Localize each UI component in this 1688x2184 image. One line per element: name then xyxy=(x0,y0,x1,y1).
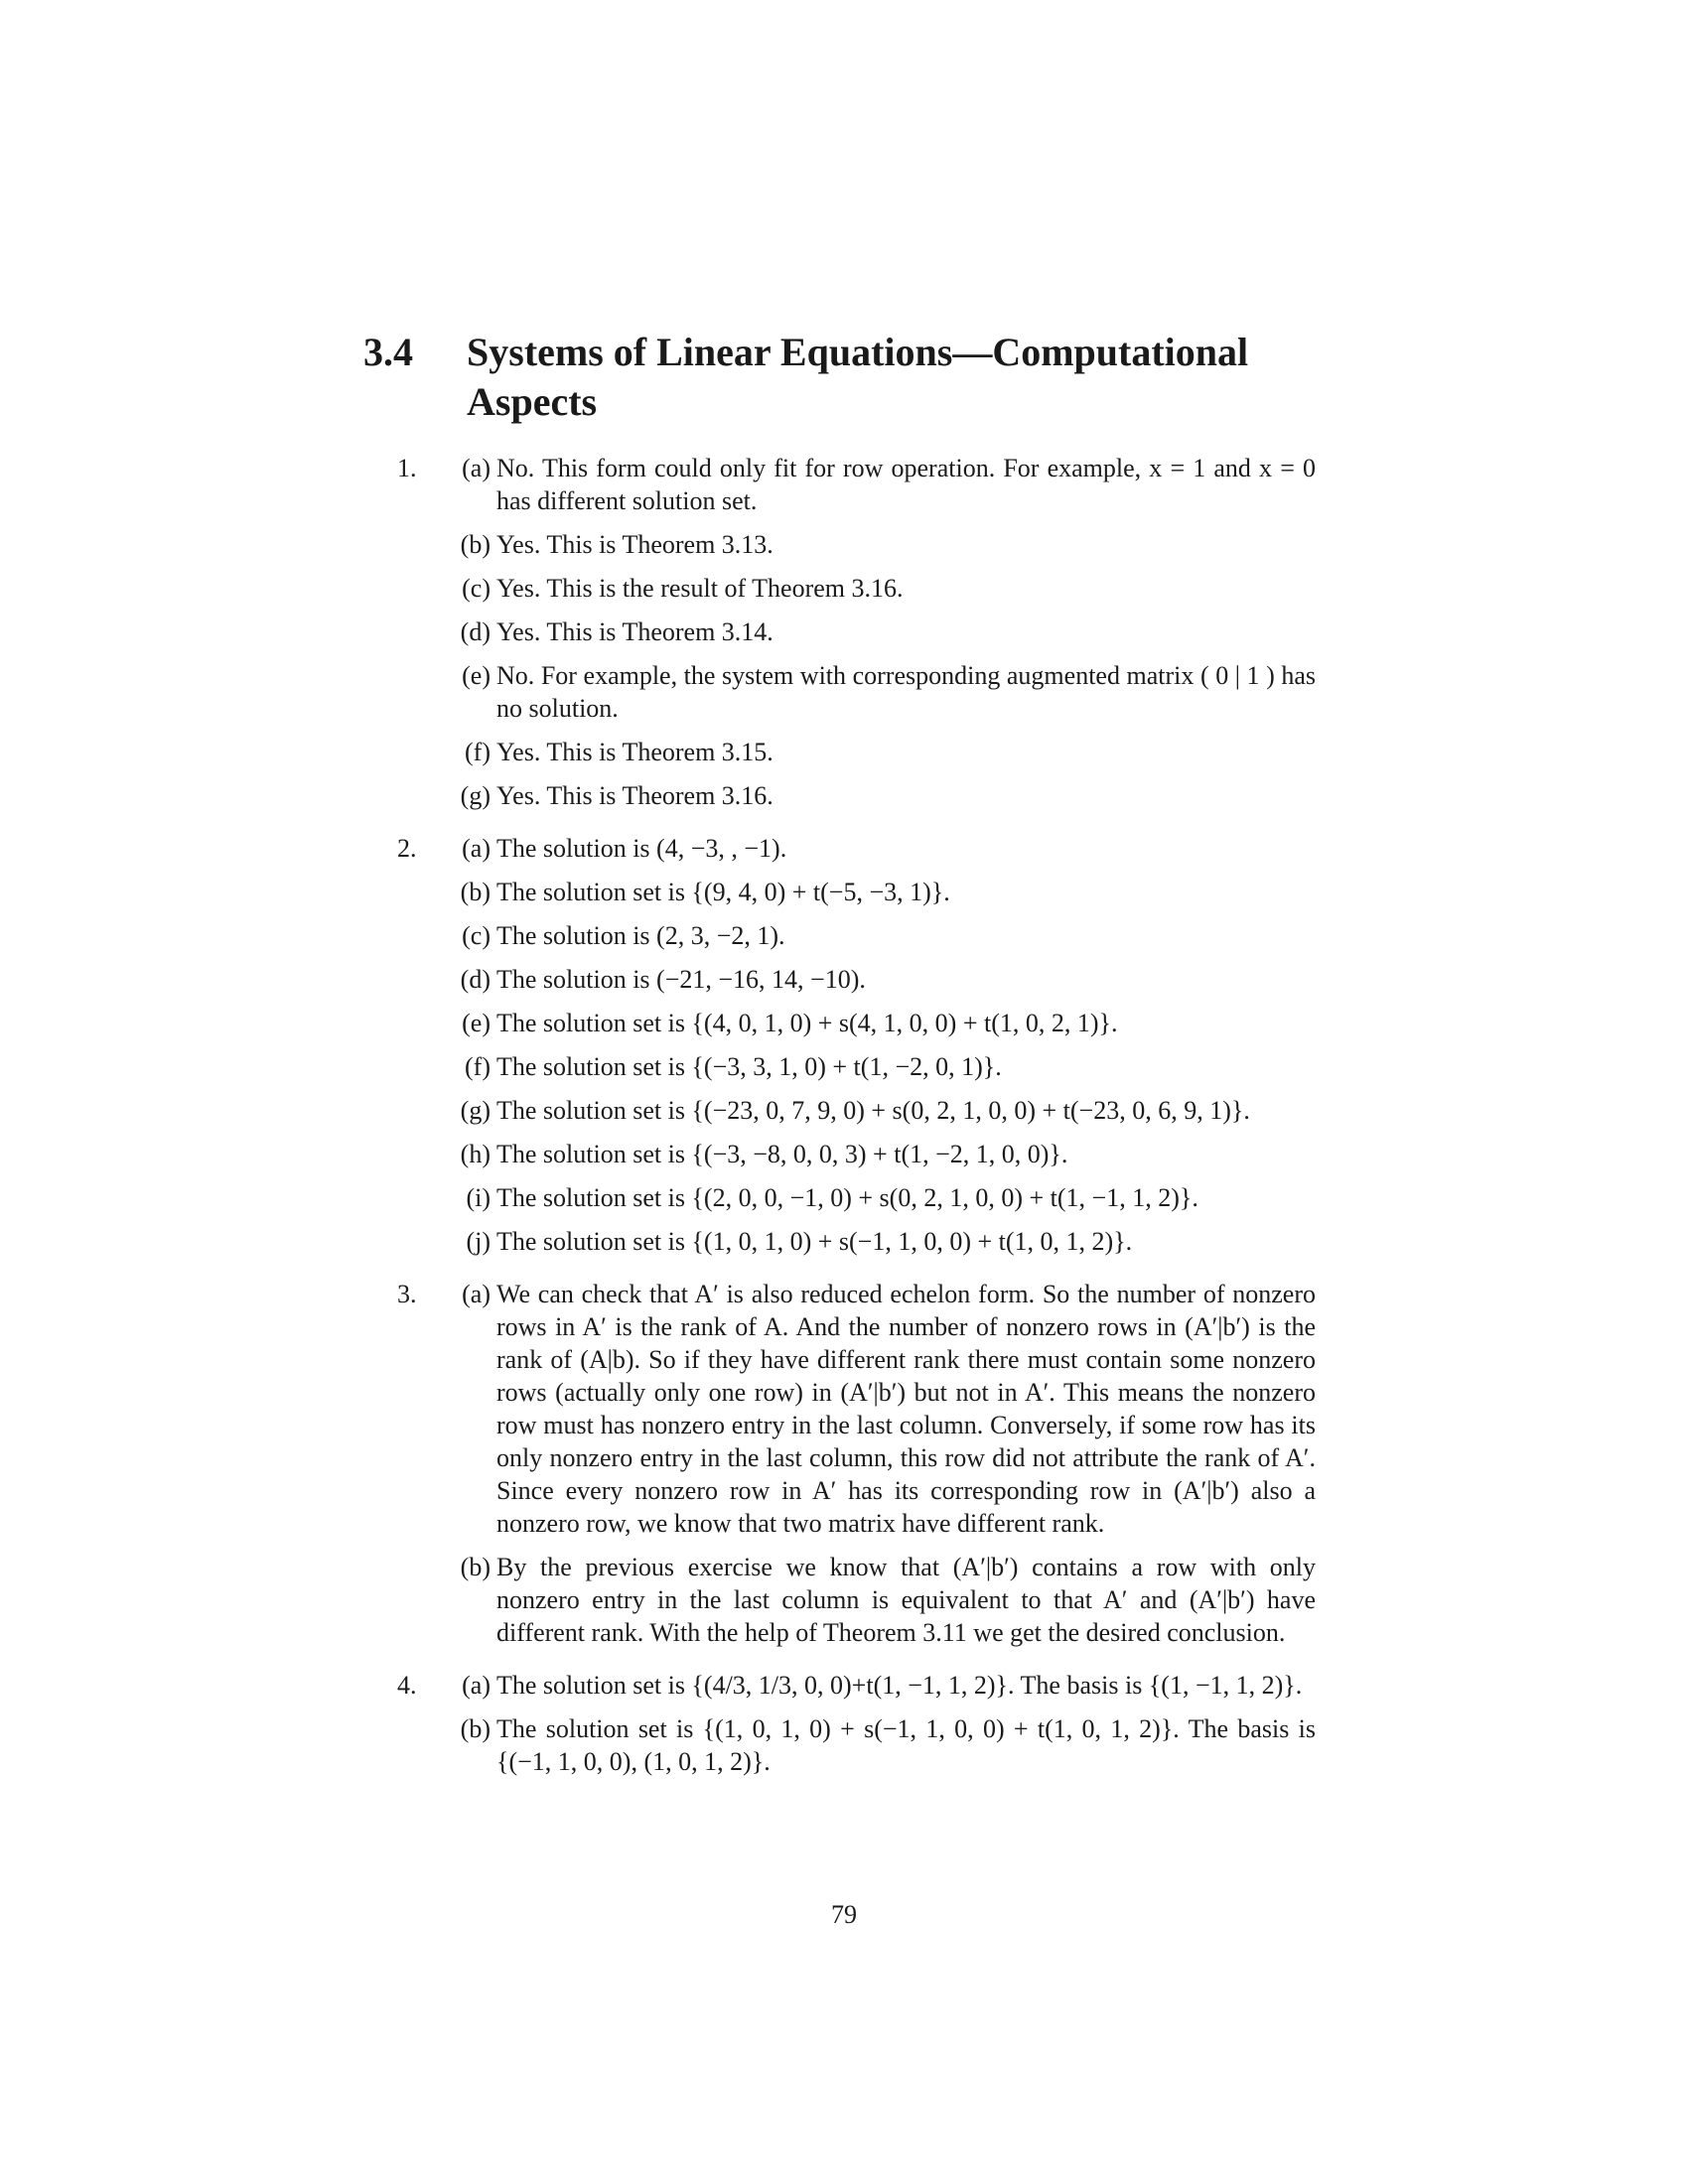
page-number: 79 xyxy=(831,1900,857,1929)
part-label: (e) xyxy=(462,1009,491,1037)
part-text: We can check that A′ is also reduced echelon form. So the number of nonzero rows in A′ is the rank of A. And the number of nonzero rows in (A′|b′) is the rank of (A|b). So if they have different rank there must contain some nonzero rows (actually only one row) in (A′|b′) but not in A′. This means the nonzero row must has nonzero entry in the last column. Conversely, if some row has its only nonzero entry in the last column, this row did not attribute the rank of A′. Since every nonzero row in A′ has its corresponding row in (A′|b′) also a nonzero row, we know that two matrix have different rank. xyxy=(496,1280,1316,1538)
part-label: (i) xyxy=(466,1183,491,1212)
problem-part xyxy=(447,779,1316,812)
part-label: (a) xyxy=(462,1280,491,1308)
problem-part xyxy=(447,1551,1316,1649)
part-label: (g) xyxy=(460,781,491,810)
problem-3 xyxy=(397,1278,1316,1649)
problem-part xyxy=(447,572,1316,605)
part-text: Yes. This is Theorem 3.13. xyxy=(496,530,774,559)
part-label: (j) xyxy=(466,1227,491,1256)
part-label: (e) xyxy=(462,661,491,690)
problem-part xyxy=(447,1278,1316,1540)
part-text: The solution set is {(4, 0, 1, 0) + s(4, 1, 0, 0) + t(1, 0, 2, 1)}. xyxy=(496,1009,1118,1037)
part-text: The solution is (4, −3, , −1). xyxy=(496,834,787,863)
problem-part xyxy=(447,736,1316,768)
problem-part xyxy=(447,1050,1316,1083)
problem-part xyxy=(447,528,1316,561)
part-label: (f) xyxy=(465,1052,491,1081)
part-text: The solution set is {(−3, −8, 0, 0, 3) + t(1, −2, 1, 0, 0)}. xyxy=(496,1140,1068,1168)
problem-list xyxy=(397,452,1316,1798)
problem-part xyxy=(447,919,1316,952)
problem-part xyxy=(447,832,1316,865)
problem-part xyxy=(447,1712,1316,1778)
problem-number: 2. xyxy=(397,834,417,863)
part-label: (a) xyxy=(462,1671,491,1700)
problem-part xyxy=(447,1669,1316,1702)
part-text: The solution set is {(1, 0, 1, 0) + s(−1, 1, 0, 0) + t(1, 0, 1, 2)}. The basis is {(−1, 1, 0, 0), (1, 0, 1, 2)}. xyxy=(496,1714,1316,1776)
part-label: (h) xyxy=(460,1140,491,1168)
part-text: Yes. This is Theorem 3.15. xyxy=(496,738,774,766)
part-text: The solution set is {(−3, 3, 1, 0) + t(1, −2, 0, 1)}. xyxy=(496,1052,1002,1081)
part-label: (c) xyxy=(462,574,491,603)
part-text: Yes. This is Theorem 3.14. xyxy=(496,617,774,646)
part-label: (b) xyxy=(460,530,491,559)
part-label: (b) xyxy=(460,1714,491,1743)
part-text: The solution set is {(2, 0, 0, −1, 0) + s(0, 2, 1, 0, 0) + t(1, −1, 1, 2)}. xyxy=(496,1183,1198,1212)
part-text: Yes. This is Theorem 3.16. xyxy=(496,781,774,810)
problem-2 xyxy=(397,832,1316,1258)
part-label: (a) xyxy=(462,454,491,482)
problem-part xyxy=(447,659,1316,725)
part-text: The solution set is {(1, 0, 1, 0) + s(−1, 1, 0, 0) + t(1, 0, 1, 2)}. xyxy=(496,1227,1133,1256)
problem-part xyxy=(447,963,1316,996)
problem-number: 4. xyxy=(397,1671,417,1700)
part-text: The solution set is {(4/3, 1/3, 0, 0)+t(1, −1, 1, 2)}. The basis is {(1, −1, 1, 2)}. xyxy=(496,1671,1303,1700)
part-label: (f) xyxy=(465,738,491,766)
problem-part xyxy=(447,615,1316,648)
part-text: The solution set is {(−23, 0, 7, 9, 0) + s(0, 2, 1, 0, 0) + t(−23, 0, 6, 9, 1)}. xyxy=(496,1096,1250,1125)
problem-part xyxy=(447,1007,1316,1039)
part-label: (c) xyxy=(462,921,491,950)
part-label: (d) xyxy=(460,965,491,994)
part-text: Yes. This is the result of Theorem 3.16. xyxy=(496,574,904,603)
part-label: (g) xyxy=(460,1096,491,1125)
problem-number: 1. xyxy=(397,454,417,482)
problem-1 xyxy=(397,452,1316,812)
problem-part xyxy=(447,1138,1316,1170)
part-label: (b) xyxy=(460,1553,491,1581)
problem-4 xyxy=(397,1669,1316,1778)
part-text: The solution is (2, 3, −2, 1). xyxy=(496,921,785,950)
problem-part xyxy=(447,1225,1316,1258)
part-text: No. This form could only fit for row operation. For example, x = 1 and x = 0 has different solution set. xyxy=(496,454,1316,515)
problem-part xyxy=(447,1094,1316,1127)
problem-number: 3. xyxy=(397,1280,417,1308)
part-text: By the previous exercise we know that (A′|b′) contains a row with only nonzero entry in the last column is equivalent to that A′ and (A′|b′) have different rank. With the help of Theorem 3.11 we get the desired conclusion. xyxy=(496,1553,1316,1647)
part-label: (d) xyxy=(460,617,491,646)
problem-part xyxy=(447,452,1316,517)
part-text: The solution is (−21, −16, 14, −10). xyxy=(496,965,866,994)
section-number: 3.4 xyxy=(363,330,413,374)
problem-part xyxy=(447,1181,1316,1214)
part-label: (b) xyxy=(460,878,491,906)
section-title: Systems of Linear Equations—Computational Aspects xyxy=(467,330,1249,424)
problem-part xyxy=(447,876,1316,908)
part-text: The solution set is {(9, 4, 0) + t(−5, −3, 1)}. xyxy=(496,878,950,906)
part-text: No. For example, the system with corresponding augmented matrix ( 0 | 1 ) has no solution. xyxy=(496,661,1316,723)
part-label: (a) xyxy=(462,834,491,863)
